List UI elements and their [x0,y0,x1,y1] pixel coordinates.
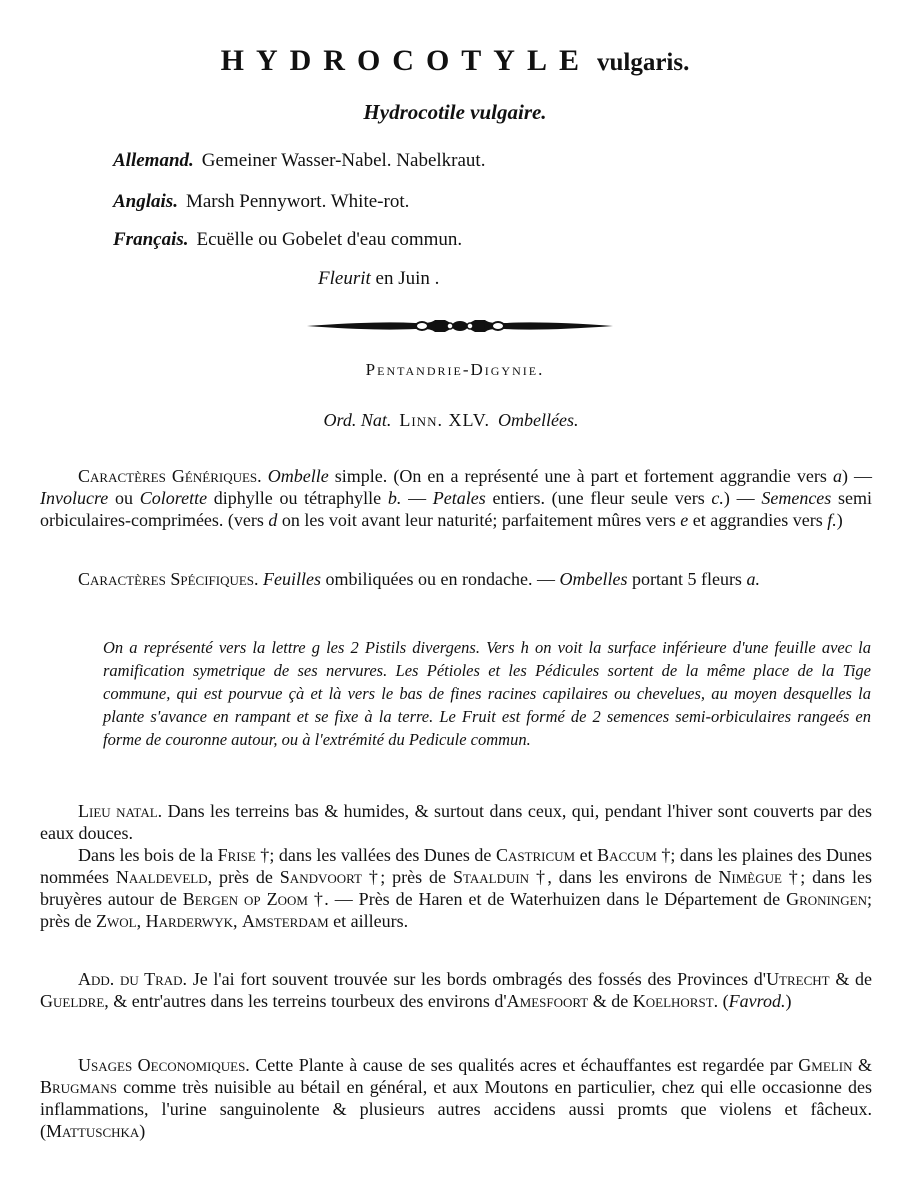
place-name: Frise [217,845,256,865]
author-name: Mattuschka [46,1121,140,1141]
text: on les voit avant leur naturité; parfaitement mûres vers [277,510,681,530]
text: ombiliquées ou en rondache. — [321,569,560,589]
term: Colorette [139,488,208,508]
section-label: Add. du Trad. [78,969,188,989]
place-name: Naaldeveld [115,867,208,887]
text: †. — Près de Haren et de Waterhuizen dans le Département de [307,889,787,909]
text: , [136,911,146,931]
figure-note: On a représenté vers la lettre g les 2 Pistils divergens. Vers h on voit la surface inférieure d'une feuille avec la ramification symetrique de ses nervures. Les Pétioles et les Pédicules sortent de la même place de la Tige commune, qui est pourvue çà et là vers le bas de fines racines capilaires ou chevelues, au moyen desquelles la plante s'avance en rampant et se fixe à la terre. Le Fruit est formé de 2 semences semi-orbiculaires rangeés en forme de couronne autour, ou à l'extrémité du Pedicule commun. [103,638,871,749]
text: & de [829,969,872,989]
text: ) [139,1121,146,1141]
french-common-name: Hydrocotile vulgaire. [363,100,547,124]
place-name: Koelhorst [632,991,714,1011]
text: Dans les terreins bas & humides, & surtout dans ceux, qui, pendant l'hiver sont couverts par des eaux douces. [40,801,873,843]
language-label: Anglais. [113,191,178,212]
place-name: Amsterdam [241,911,329,931]
text: simple. (On en a représenté une à part et fortement aggrandie vers [328,466,833,486]
author-name: Favrod. [728,991,786,1011]
place-name: Zwol [95,911,137,931]
habitat-paragraph [40,800,872,844]
text: ; près de [40,889,872,931]
habitat-section [40,800,872,932]
natural-order [0,410,910,431]
term: Feuilles [263,569,322,589]
species-name: vulgaris. [596,49,690,76]
ord-label: Ord. Nat. [323,410,392,430]
term: Involucre [40,488,109,508]
generic-characters [40,465,872,531]
place-name: Harderwyk [145,911,233,931]
figure-ref: a. [746,569,760,589]
text: — [401,488,433,508]
text: †; dans les plaines des Dunes nommées [40,845,872,887]
vernacular-names: Ecuëlle ou Gobelet d'eau commun. [196,229,463,250]
text: , & entr'autres dans les terreins tourbeux des environs d' [104,991,507,1011]
text: ) — [723,488,762,508]
localities-paragraph [40,844,872,932]
translator-addition [40,968,872,1012]
place-name: Utrecht [766,969,830,989]
text: diphylle ou tétraphylle [207,488,388,508]
text: et aggrandies vers [688,510,828,530]
flowering-time [318,268,439,290]
place-name: Nimègue [718,867,782,887]
ord-linnaeus: Linn. XLV. [399,410,490,430]
specific-characters [40,568,872,590]
term: Ombelle [267,466,329,486]
text: et ailleurs. [328,911,409,931]
language-label: Français. [113,229,189,250]
place-name: Groningen [786,889,867,909]
economic-uses [40,1054,872,1142]
text: Je l'ai fort souvent trouvée sur les bords ombragés des fossés des Provinces d' [187,969,767,989]
vernacular-german [113,150,485,172]
figure-ref: c. [711,488,724,508]
page-title [0,44,910,78]
place-name: Castricum [495,845,576,865]
text: Dans les bois de la [78,845,218,865]
linnaean-class: Pentandrie-Digynie. [365,360,545,379]
figure-ref: d [268,510,278,530]
text: , [232,911,242,931]
term: Petales [432,488,486,508]
genus-name: HYDROCOTYLE [220,44,591,77]
text: & de [588,991,633,1011]
text: portant 5 fleurs [627,569,747,589]
text: †, dans les environs de [529,867,719,887]
figure-ref: a [832,466,842,486]
text: & [852,1055,872,1075]
text: . ( [713,991,729,1011]
text: †; près de [361,867,453,887]
flowering-text: en Juin . [375,268,440,289]
ornamental-divider [305,314,615,338]
text: Cette Plante à cause de ses qualités acres et échauffantes est regardée par [249,1055,799,1075]
text: et [575,845,598,865]
term: Ombelles [559,569,628,589]
ord-name: Ombellées. [497,410,579,430]
figure-ref: f. [827,510,837,530]
place-name: Staalduin [452,867,530,887]
place-name: Sandvoort [279,867,362,887]
author-name: Gmelin [798,1055,853,1075]
place-name: Gueldre [40,991,105,1011]
term: Semences [761,488,832,508]
figure-ref: e [680,510,689,530]
text: ) [836,510,843,530]
figure-ref: b. [387,488,402,508]
section-label: Usages Oeconomiques. [78,1055,250,1075]
vernacular-french [113,229,462,251]
text: comme très nuisible au bétail en général, et aux Moutons en particulier, chez qui elle occasionne des inflammations, l'urine sanguinolente & plusieurs autres accidens aussi promts que violens et fâcheux. ( [40,1077,872,1141]
vernacular-names: Gemeiner Wasser-Nabel. Nabelkraut. [201,150,486,171]
text: , près de [207,867,280,887]
vernacular-english [113,191,409,213]
vernacular-names: Marsh Pennywort. White-rot. [185,191,410,212]
flowering-label: Fleurit [318,268,371,289]
text: ) [785,991,792,1011]
language-label: Allemand. [113,150,194,171]
text: ou [108,488,140,508]
section-label: Lieu natal. [78,801,163,821]
text: †; dans les bruyères autour de [40,867,872,909]
text: entiers. (une fleur seule vers [485,488,712,508]
author-name: Brugmans [40,1077,118,1097]
text: †; dans les vallées des Dunes de [255,845,496,865]
place-name: Bergen op Zoom [182,889,308,909]
place-name: Amesfoort [506,991,589,1011]
section-label: Caractères Spécifiques. [78,569,259,589]
section-label: Caractères Génériques. [78,466,262,486]
text: semi orbiculaires-comprimées. (vers [40,488,873,530]
place-name: Baccum [597,845,657,865]
text: ) — [841,466,873,486]
